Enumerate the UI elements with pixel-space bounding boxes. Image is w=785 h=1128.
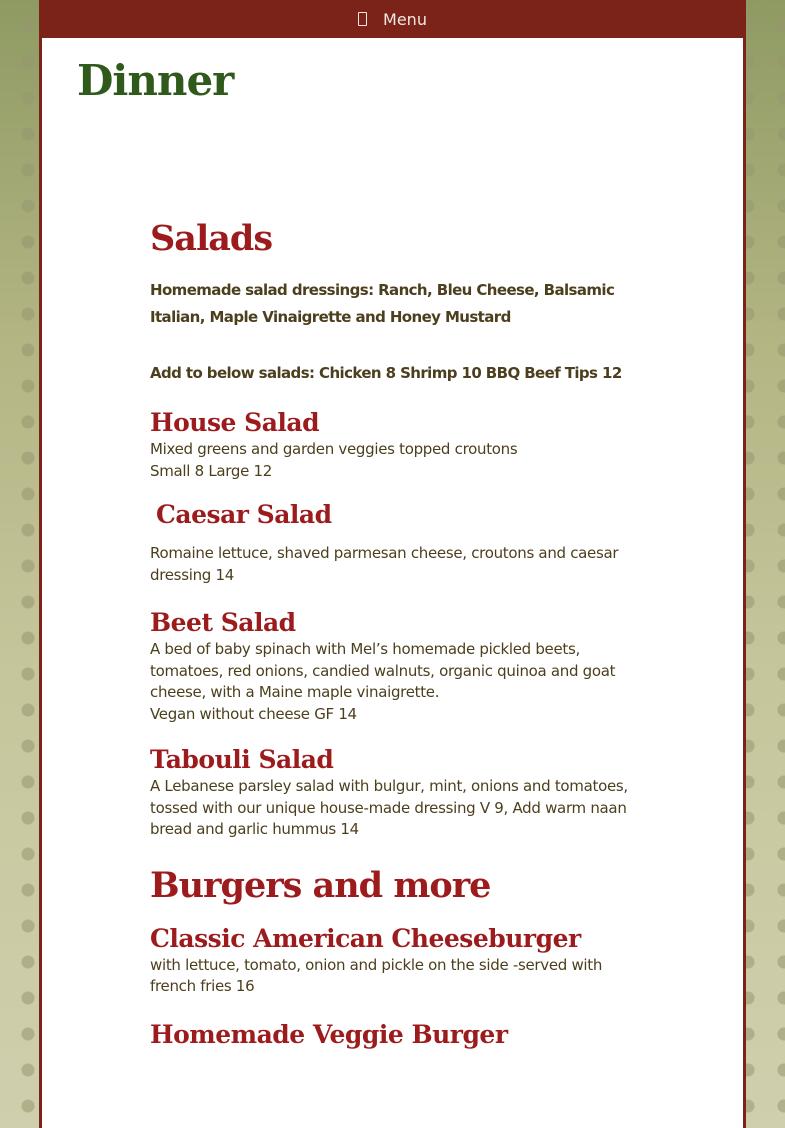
dressings-note: Homemade salad dressings: Ranch, Bleu Cheese, Balsamic Italian, Maple Vinaigrette and Honey Mustard [150,281,615,326]
item-desc-caesar-salad: Romaine lettuce, shaved parmesan cheese, croutons and caesar dressing 14 [150,544,619,584]
item-price-beet-salad: Vegan without cheese GF 14 [150,704,357,723]
mobile-icon [358,12,367,26]
item-price-house-salad: Small 8 Large 12 [150,461,272,480]
item-desc-classic-cheeseburger: with lettuce, tomato, onion and pickle on the side -served with french fries 16 [150,955,603,995]
menu-content [150,218,640,1049]
item-name-tabouli-salad: Tabouli Salad [150,745,334,774]
item-desc-beet-salad: A bed of baby spinach with Mel’s homemade pickled beets, tomatoes, red onions, candied walnuts, organic quinoa and goat cheese, with a Maine maple vinaigrette. [150,640,616,701]
menu-bar[interactable] [39,0,746,38]
content-panel [42,38,743,1128]
page-title: Dinner [77,56,234,105]
item-name-beet-salad: Beet Salad [150,608,296,637]
addons-note: Add to below salads: Chicken 8 Shrimp 10 BBQ Beef Tips 12 [150,364,622,382]
item-name-caesar-salad: Caesar Salad [156,500,332,529]
item-desc-tabouli-salad: A Lebanese parsley salad with bulgur, mint, onions and tomatoes, tossed with our unique house-made dressing V 9, Add warm naan bread and garlic hummus 14 [150,777,628,838]
item-name-classic-cheeseburger: Classic American Cheeseburger [150,923,581,953]
section-title-burgers: Burgers and more [150,864,491,906]
item-name-house-salad: House Salad [150,408,320,437]
page-frame [39,0,746,1128]
item-name-veggie-burger: Homemade Veggie Burger [150,1019,508,1049]
menu-label[interactable]: Menu [383,9,427,29]
item-desc-house-salad: Mixed greens and garden veggies topped croutons [150,440,518,458]
section-title-salads: Salads [150,218,273,259]
